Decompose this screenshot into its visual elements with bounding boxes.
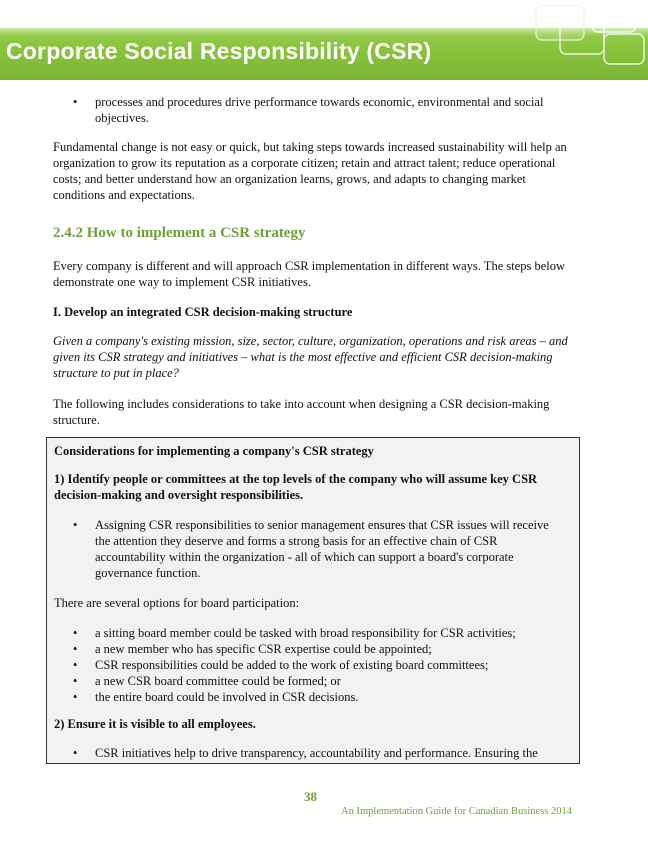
subheading: I. Develop an integrated CSR decision-making structure — [53, 305, 353, 319]
options-intro: There are several options for board participation: — [54, 596, 300, 610]
bullet-icon: • — [73, 626, 78, 640]
list-item — [73, 641, 568, 657]
footer-guide-title: An Implementation Guide for Canadian Business 2014 — [341, 806, 572, 817]
list-item — [73, 689, 568, 705]
header-banner — [0, 0, 648, 80]
bullet-icon: • — [73, 642, 78, 656]
section-heading: 2.4.2 How to implement a CSR strategy — [53, 225, 306, 241]
bullet-icon: • — [73, 690, 78, 704]
paragraph-considerations: The following includes considerations to take into account when designing a CSR decision-making structure. — [53, 397, 550, 427]
paragraph-every-company: Every company is different and will approach CSR implementation in different ways. The steps below demonstrate one way to implement CSR initiatives. — [53, 259, 566, 289]
box-title: Considerations for implementing a company's CSR strategy — [54, 444, 374, 458]
bullet-icon: • — [73, 746, 78, 760]
option-text: CSR responsibilities could be added to the work of existing board committees; — [95, 658, 489, 672]
decorative-squares-icon — [518, 0, 648, 80]
bullet-icon: • — [73, 674, 78, 688]
intro-bullet-text: processes and procedures drive performance towards economic, environmental and social objectives. — [95, 95, 544, 125]
step-2-heading: 2) Ensure it is visible to all employees. — [54, 717, 256, 731]
option-text: a new member who has specific CSR expertise could be appointed; — [95, 642, 432, 656]
considerations-box — [46, 437, 580, 764]
page-title: Corporate Social Responsibility (CSR) — [6, 38, 432, 64]
step-2-bullet-text: CSR initiatives help to drive transparency, accountability and performance. Ensuring the — [95, 746, 538, 760]
step-1-bullet-text: Assigning CSR responsibilities to senior management ensures that CSR issues will receive the attention they deserve and forms a strong basis for an effective chain of CSR accountability within the organization - all of which can support a board's corporate governance function. — [95, 518, 549, 580]
page-number: 38 — [304, 789, 317, 804]
list-item — [73, 673, 568, 689]
paragraph-fundamental-change: Fundamental change is not easy or quick, but taking steps towards increased sustainability will help an organization to grow its reputation as a corporate citizen; retain and attract talent; reduce operational costs; and better understand how an organization learns, grows, and adapts to changing market conditions and expectations. — [53, 140, 567, 202]
option-text: a sitting board member could be tasked with broad responsibility for CSR activities; — [95, 626, 516, 640]
list-item — [73, 657, 568, 673]
option-text: a new CSR board committee could be formed; or — [95, 674, 341, 688]
bullet-icon: • — [73, 658, 78, 672]
bullet-icon: • — [73, 95, 78, 109]
italic-question: Given a company's existing mission, size, sector, culture, organization, operations and risk areas – and given its CSR strategy and initiatives – what is the most effective and efficient CSR decision-making structure to put in place? — [53, 334, 568, 380]
step-1-heading: 1) Identify people or committees at the top levels of the company who will assume key CSR decision-making and oversight responsibilities. — [54, 472, 538, 502]
option-text: the entire board could be involved in CSR decisions. — [95, 690, 359, 704]
list-item — [73, 625, 568, 641]
bullet-icon: • — [73, 518, 78, 532]
list-item — [73, 745, 568, 761]
